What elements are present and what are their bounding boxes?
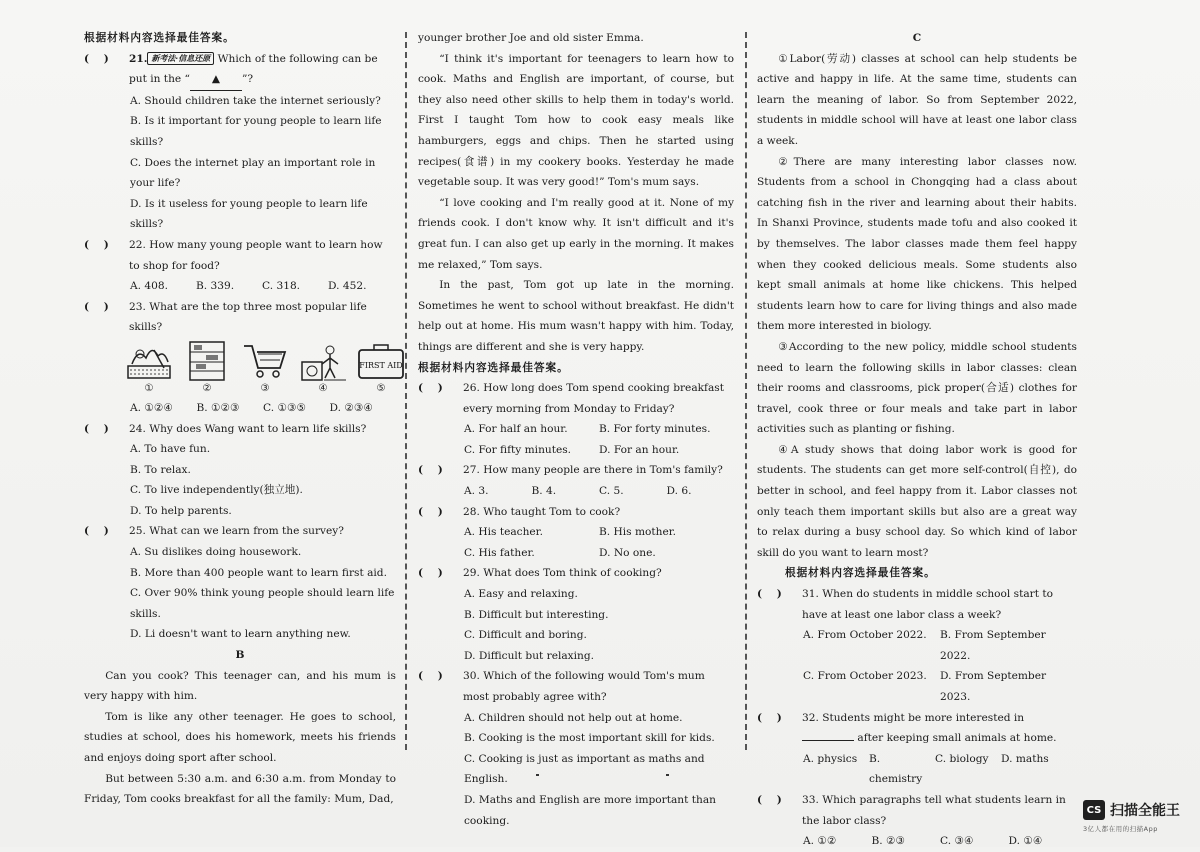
option-c: C. Does the internet play an important role in your life? bbox=[130, 156, 376, 190]
scanner-tagline: 3亿人都在用的扫描App bbox=[1083, 825, 1158, 833]
picture-3 bbox=[240, 340, 290, 396]
options-row bbox=[418, 440, 734, 461]
instruction-header: 根据材料内容选择最佳答案。 bbox=[418, 361, 569, 374]
options-row bbox=[84, 398, 396, 419]
picture-number: ③ bbox=[260, 382, 270, 394]
option-c: C. From October 2023. bbox=[803, 670, 927, 683]
scan-mark bbox=[666, 774, 669, 776]
options-row bbox=[757, 831, 1077, 852]
option-b: B. ②③ bbox=[871, 835, 906, 848]
question-31 bbox=[757, 584, 1077, 625]
fill-blank bbox=[802, 740, 854, 741]
question-27 bbox=[418, 460, 734, 481]
picture-5 bbox=[356, 340, 406, 396]
question-24 bbox=[84, 419, 396, 440]
instruction-header: 根据材料内容选择最佳答案。 bbox=[84, 32, 235, 44]
cooking-icon bbox=[124, 340, 174, 382]
answer-blank[interactable]: ( ) bbox=[84, 422, 109, 435]
question-text: 33. Which paragraphs tell what students learn in the labor class? bbox=[802, 793, 1066, 827]
answer-blank[interactable]: ( ) bbox=[757, 588, 782, 601]
option-a: A. physics bbox=[803, 752, 858, 765]
option-d: D. Is it useless for young people to learn life skills? bbox=[130, 197, 368, 231]
picture-number: ④ bbox=[318, 382, 328, 394]
answer-blank[interactable]: ( ) bbox=[418, 670, 443, 683]
question-text: 31. When do students in middle school start to have at least one labor class a week? bbox=[802, 588, 1054, 621]
passage-paragraph: ②There are many interesting labor classes now. Students from a school in Chongqing had a class about catching fish in the river and learning about their habits. In Shanxi Province, students made tofu and also cooked it by themselves. The labor classes made them feel happy when they cooked delicious meals. Some students also kept small animals at home like chickens. This helped students learn how to care for living things and also made them more interested in biology. bbox=[757, 155, 1077, 333]
option-d: D. ①④ bbox=[1008, 835, 1043, 848]
question-tag: 新考法·信息还原 bbox=[147, 52, 214, 65]
question-26 bbox=[418, 378, 734, 419]
option-a: A. Should children take the internet seriously? bbox=[130, 94, 381, 107]
question-33 bbox=[757, 790, 1077, 831]
passage-paragraph: “I think it's important for teenagers to learn how to cook. Maths and English are important, of course, but they also need other skills to help them in today's world. First I taught Tom how to cook easy meals like hamburgers, eggs and chips. Then he started using recipes(食谱) in my cookery books. Yesterday he made vegetable soup. It was very good!” Tom's mum says. bbox=[418, 52, 734, 189]
passage-paragraph: ④A study shows that doing labor work is good for students. The students can get more self-control(自控), do better in school, and feel happy from it. Labor classes not only teach them important skills but also are a great way to relax during a busy school day. So which kind of labor skill do you want to learn most? bbox=[757, 443, 1077, 559]
option-d: D. Difficult but relaxing. bbox=[464, 649, 595, 662]
question-text: 32. Students might be more interested in bbox=[802, 711, 1025, 724]
picture-number: ⑤ bbox=[376, 382, 386, 394]
option-b: B. 339. bbox=[196, 280, 235, 293]
option-c: C. 5. bbox=[599, 485, 624, 498]
question-text: 22. How many young people want to learn how to shop for food? bbox=[129, 238, 383, 272]
scanner-app-name: 扫描全能王 bbox=[1110, 803, 1180, 819]
answer-blank[interactable]: ( ) bbox=[84, 300, 109, 313]
option-a: A. For half an hour. bbox=[464, 423, 568, 436]
question-25 bbox=[84, 521, 396, 542]
scanner-logo-icon: CS bbox=[1083, 800, 1105, 820]
answer-blank[interactable]: ( ) bbox=[418, 567, 443, 580]
option-c: C. Difficult and boring. bbox=[464, 629, 587, 642]
option-a: A. Children should not help out at home. bbox=[464, 711, 683, 724]
column-divider bbox=[405, 32, 407, 750]
question-text: 29. What does Tom think of cooking? bbox=[463, 567, 662, 580]
option-c: C. Cooking is just as important as maths and English. bbox=[464, 752, 705, 786]
question-text-end: ”? bbox=[241, 73, 254, 86]
options-row bbox=[757, 749, 1077, 790]
question-number: 21. bbox=[129, 52, 148, 65]
option-d: D. 452. bbox=[328, 280, 367, 293]
question-text: 30. Which of the following would Tom's mum most probably agree with? bbox=[463, 670, 705, 703]
picture-number: ② bbox=[202, 382, 212, 394]
question-text: Which of the following can be put in the “ bbox=[129, 52, 378, 86]
question-22 bbox=[84, 235, 396, 276]
cabinet-icon bbox=[182, 340, 232, 382]
picture-1 bbox=[124, 340, 174, 396]
option-c: C. ①③⑤ bbox=[263, 401, 306, 414]
option-a: A. 3. bbox=[464, 485, 489, 498]
option-c: C. His father. bbox=[464, 546, 535, 559]
options-row bbox=[418, 522, 734, 543]
question-text: 23. What are the top three most popular life skills? bbox=[129, 300, 367, 334]
picture-number: ① bbox=[144, 382, 154, 394]
fill-blank: ▲ bbox=[190, 69, 242, 91]
answer-blank[interactable]: ( ) bbox=[418, 505, 443, 518]
question-text: 25. What can we learn from the survey? bbox=[129, 525, 344, 538]
passage-paragraph: In the past, Tom got up late in the morning. Sometimes he went to school without breakfast. He didn't help out at home. His mum wasn't happy with him. Today, things are different and she is very happy. bbox=[418, 279, 734, 353]
question-21 bbox=[84, 49, 396, 91]
answer-blank[interactable]: ( ) bbox=[84, 525, 109, 538]
passage-paragraph: ③According to the new policy, middle school students need to learn the following skills in labor classes: clean their rooms and classrooms, pick proper(合适) clothes for travel, cook three or four meals and take part in labor activities such as planting or fishing. bbox=[757, 340, 1077, 436]
option-d: D. From September 2023. bbox=[940, 670, 1047, 703]
option-b: B. ①②③ bbox=[196, 401, 240, 414]
option-d: D. To help parents. bbox=[130, 504, 232, 517]
option-b: B. Is it important for young people to learn life skills? bbox=[130, 115, 382, 148]
passage-paragraph: younger brother Joe and old sister Emma. bbox=[418, 32, 644, 44]
option-d: D. Maths and English are more important than cooking. bbox=[464, 793, 716, 827]
option-b: B. For forty minutes. bbox=[599, 423, 711, 436]
question-text: 24. Why does Wang want to learn life skills? bbox=[129, 422, 367, 435]
option-d: D. 6. bbox=[666, 485, 692, 498]
options-row bbox=[757, 666, 1077, 707]
passage-paragraph: ①Labor(劳动) classes at school can help students be active and happy in life. At the same time, students can learn the meaning of labor. So from September 2022, students in middle school will have at least one labor class a week. bbox=[757, 52, 1077, 147]
picture-2 bbox=[182, 340, 232, 396]
option-c: C. Over 90% think young people should learn life skills. bbox=[130, 587, 395, 620]
question-29 bbox=[418, 563, 734, 584]
options-row bbox=[418, 543, 734, 564]
shopping-cart-icon bbox=[240, 340, 290, 382]
answer-blank[interactable]: ( ) bbox=[418, 382, 443, 395]
option-b: B. His mother. bbox=[599, 526, 676, 539]
skill-pictures bbox=[84, 340, 403, 398]
question-32 bbox=[757, 708, 1077, 749]
options-row bbox=[418, 419, 734, 440]
option-b: B. From September 2022. bbox=[940, 629, 1046, 662]
picture-4 bbox=[298, 340, 348, 396]
option-b: B. More than 400 people want to learn first aid. bbox=[130, 566, 387, 579]
question-28 bbox=[418, 502, 734, 523]
option-b: B. Difficult but interesting. bbox=[464, 608, 609, 621]
options-row bbox=[757, 625, 1077, 666]
column-1 bbox=[84, 28, 403, 810]
column-3 bbox=[757, 28, 1077, 852]
option-d: D. Li doesn't want to learn anything new. bbox=[130, 628, 351, 641]
section-b-title: B bbox=[235, 649, 245, 662]
option-d: D. For an hour. bbox=[599, 443, 680, 456]
answer-blank[interactable]: ( ) bbox=[84, 52, 109, 65]
option-a: A. ①②④ bbox=[130, 401, 173, 414]
answer-blank[interactable]: ( ) bbox=[757, 711, 782, 724]
option-a: A. Easy and relaxing. bbox=[464, 588, 578, 601]
option-b: B. To relax. bbox=[130, 463, 191, 476]
option-d: D. maths bbox=[1001, 752, 1049, 765]
first-aid-label: FIRST AID bbox=[359, 360, 403, 370]
option-a: A. ①② bbox=[803, 835, 837, 848]
column-divider bbox=[745, 32, 747, 750]
option-c: C. biology bbox=[935, 752, 989, 765]
option-b: B. Cooking is the most important skill for kids. bbox=[464, 732, 715, 745]
question-text: 27. How many people are there in Tom's family? bbox=[463, 464, 723, 477]
question-text-end: after keeping small animals at home. bbox=[857, 732, 1057, 745]
options-row bbox=[418, 481, 734, 502]
option-d: D. ②③④ bbox=[329, 401, 373, 414]
option-b: B. chemistry bbox=[869, 752, 923, 786]
passage-paragraph: Tom is like any other teenager. He goes to school, studies at school, does his homework, meets his friends and enjoys doing sport after school. bbox=[84, 710, 396, 764]
instruction-header: 根据材料内容选择最佳答案。 bbox=[785, 567, 936, 580]
scan-mark bbox=[536, 774, 539, 776]
option-c: C. To live independently(独立地). bbox=[130, 484, 303, 497]
option-a: A. His teacher. bbox=[464, 526, 543, 539]
passage-paragraph: “I love cooking and I'm really good at it. None of my friends cook. I don't know why. It isn't difficult and it's great fun. I can also get up early in the morning. It makes me relaxed,” Tom says. bbox=[418, 196, 734, 271]
passage-paragraph: Can you cook? This teenager can, and his mum is very happy with him. bbox=[84, 669, 396, 703]
option-a: A. Su dislikes doing housework. bbox=[130, 546, 302, 559]
option-c: C. For fifty minutes. bbox=[464, 443, 572, 456]
option-c: C. ③④ bbox=[940, 835, 974, 848]
question-23 bbox=[84, 297, 396, 338]
passage-paragraph: But between 5:30 a.m. and 6:30 a.m. from Monday to Friday, Tom cooks breakfast for all the family: Mum, Dad, bbox=[84, 772, 396, 806]
section-c-title: C bbox=[912, 32, 922, 44]
option-b: B. 4. bbox=[531, 485, 557, 498]
answer-blank[interactable]: ( ) bbox=[757, 793, 782, 806]
option-c: C. 318. bbox=[262, 280, 301, 293]
option-a: A. From October 2022. bbox=[803, 629, 927, 642]
first-aid-kit-icon bbox=[356, 340, 406, 382]
question-text: 28. Who taught Tom to cook? bbox=[463, 505, 621, 518]
options-row bbox=[84, 276, 396, 297]
answer-blank[interactable]: ( ) bbox=[418, 464, 443, 477]
option-d: D. No one. bbox=[599, 546, 656, 559]
column-2 bbox=[418, 28, 734, 831]
question-text: 26. How long does Tom spend cooking breakfast every morning from Monday to Friday? bbox=[463, 382, 724, 415]
option-a: A. To have fun. bbox=[130, 443, 211, 456]
laundry-icon bbox=[298, 340, 348, 382]
scanner-watermark bbox=[1083, 800, 1180, 820]
question-30 bbox=[418, 666, 734, 707]
option-a: A. 408. bbox=[130, 280, 168, 293]
answer-blank[interactable]: ( ) bbox=[84, 238, 109, 251]
